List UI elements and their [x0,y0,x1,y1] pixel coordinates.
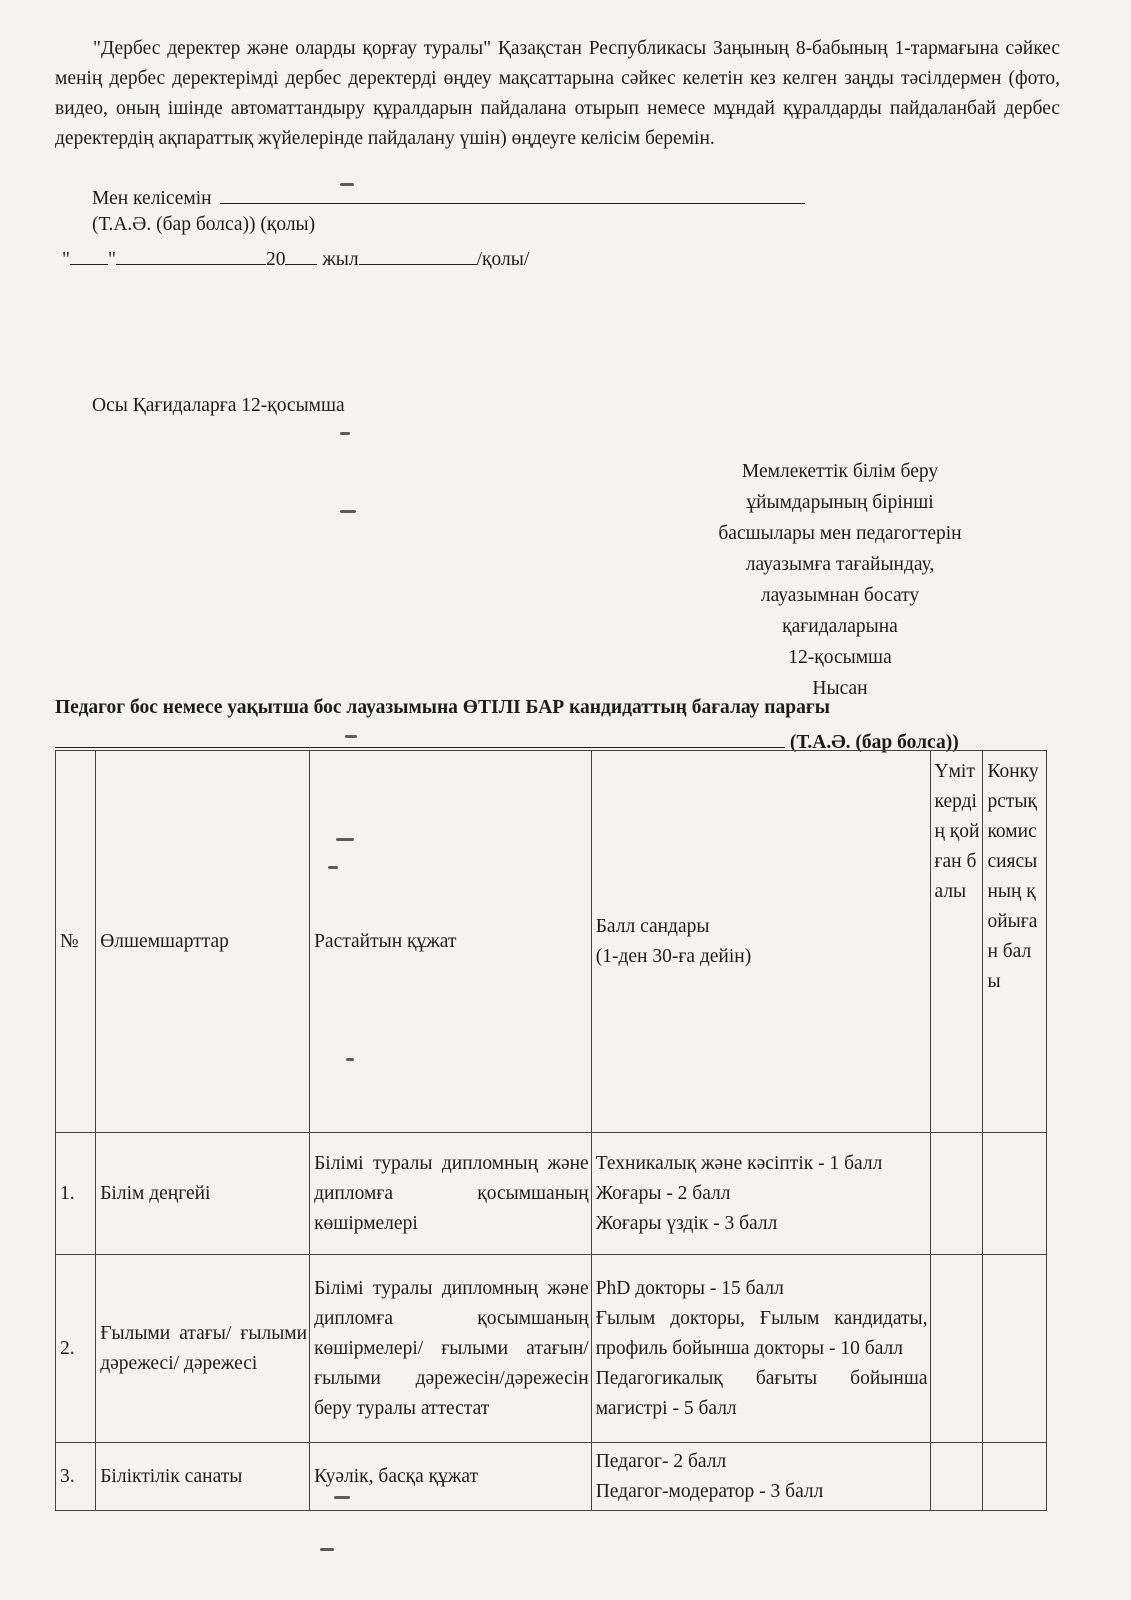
signature-field [359,244,477,265]
appendix-header-line: Мемлекеттік білім беру [741,461,939,482]
evaluation-table [55,750,1047,1511]
points-option: Педагог-модератор - 3 балл [595,1480,824,1502]
points-option: Жоғары үздік - 3 балл [595,1212,778,1234]
appendix-header-line: басшылары мен педагогтерін [718,523,962,544]
self-score-cell[interactable] [930,1133,983,1255]
year-field [285,244,317,265]
scan-speck [320,1548,334,1551]
header-commission-score: Конкурстық комиссиясының қойыған балы [983,751,1047,1133]
commission-score-cell[interactable] [983,1255,1047,1443]
header-criteria: Өлшемшарттар [96,751,310,1133]
commission-score-cell[interactable] [983,1443,1047,1511]
month-field [116,244,266,265]
signature-label: /қолы/ [476,249,530,270]
date-line [62,244,529,271]
scan-speck [345,735,357,738]
row-points [591,1133,930,1255]
header-points [591,751,930,1133]
points-option: Педагогикалық бағыты бойынша магистрі - 5 балл [595,1367,928,1419]
scan-speck [328,866,338,869]
table-row [56,1133,1047,1255]
agree-signature-field [220,183,805,204]
candidate-name-field [55,727,785,748]
header-points-label: Балл сандары [595,915,710,937]
appendix-header-block [690,456,990,704]
row-criterion: Біліктілік санаты [96,1443,310,1511]
appendix-reference: Осы Қағидаларға 12-қосымша [92,395,345,416]
points-option: Жоғары - 2 балл [595,1182,731,1204]
row-document: Куәлік, басқа құжат [310,1443,592,1511]
appendix-header-line: қағидаларына [782,616,898,637]
header-no: № [56,751,96,1133]
agree-line [92,183,805,210]
appendix-header-line: лауазымға тағайындау, [745,554,935,575]
scan-speck [340,183,354,186]
scan-speck [346,1058,354,1061]
consent-paragraph: "Дербес деректер және оларды қорғау туралы" Қазақстан Республикасы Заңының 8-бабының 1-тармағына сәйкес менің дербес деректерімді дербес деректерді өңдеу мақсаттарына сәйкес келетін кез келген заңды тәсілдермен (фото, видео, оның ішінде автоматтандыру құралдарын пайдалана отырып немесе мұндай құралдарды пайдаланбай дербес деректердің ақпараттық жүйелерінде пайдалану үшін) өңдеуге келісім беремін. [55,38,1060,149]
candidate-name-caption: (Т.А.Ә. (бар болса)) [789,732,959,753]
points-option: Ғылым докторы, Ғылым кандидаты, профиль бойынша докторы - 10 балл [595,1307,928,1359]
scan-speck [340,510,356,513]
row-document: Білімі туралы дипломның және дипломға қосымшаның көшірмелері [310,1133,592,1255]
points-option: Педагог- 2 балл [595,1450,727,1472]
points-option: Техникалық және кәсіптік - 1 балл [595,1152,883,1174]
scan-speck [340,432,350,435]
table-header-row [56,751,1047,1133]
agree-label: Мен келісемін [92,188,212,209]
appendix-header-line: 12-қосымша [788,647,892,668]
year-word: жыл [322,249,359,270]
appendix-header-line: Нысан [812,678,868,699]
scan-speck [334,1496,350,1499]
row-number: 3. [56,1443,96,1511]
fio-signature-caption: (Т.А.Ә. (бар болса)) (қолы) [92,214,316,235]
appendix-header-line: ұйымдарының бірінші [746,492,934,513]
year-prefix: 20 [265,249,286,270]
row-points [591,1255,930,1443]
row-number: 1. [56,1133,96,1255]
commission-score-cell[interactable] [983,1133,1047,1255]
row-criterion: Ғылыми атағы/ ғылыми дәрежесі/ дәрежесі [96,1255,310,1443]
row-document: Білімі туралы дипломның және дипломға қосымшаның көшірмелері/ ғылыми атағын/ ғылыми дәрежесін/дәрежесін беру туралы аттестат [310,1255,592,1443]
points-option: PhD докторы - 15 балл [595,1277,784,1299]
day-field [70,244,108,265]
appendix-header-line: лауазымнан босату [760,585,920,606]
header-points-range: (1-ден 30-ға дейін) [595,945,752,967]
row-criterion: Білім деңгейі [96,1133,310,1255]
table-row [56,1443,1047,1511]
header-self-score: Үміткердің қойған балы [930,751,983,1133]
self-score-cell[interactable] [930,1443,983,1511]
row-number: 2. [56,1255,96,1443]
row-points [591,1443,930,1511]
table-row [56,1255,1047,1443]
date-quote-close: " [107,249,116,270]
header-document: Растайтын құжат [310,751,592,1133]
date-quote-open: " [62,249,70,270]
form-title: Педагог бос немесе уақытша бос лауазымына ӨТІЛІ БАР кандидаттың бағалау парағы [55,697,830,718]
scan-speck [336,838,354,841]
self-score-cell[interactable] [930,1255,983,1443]
